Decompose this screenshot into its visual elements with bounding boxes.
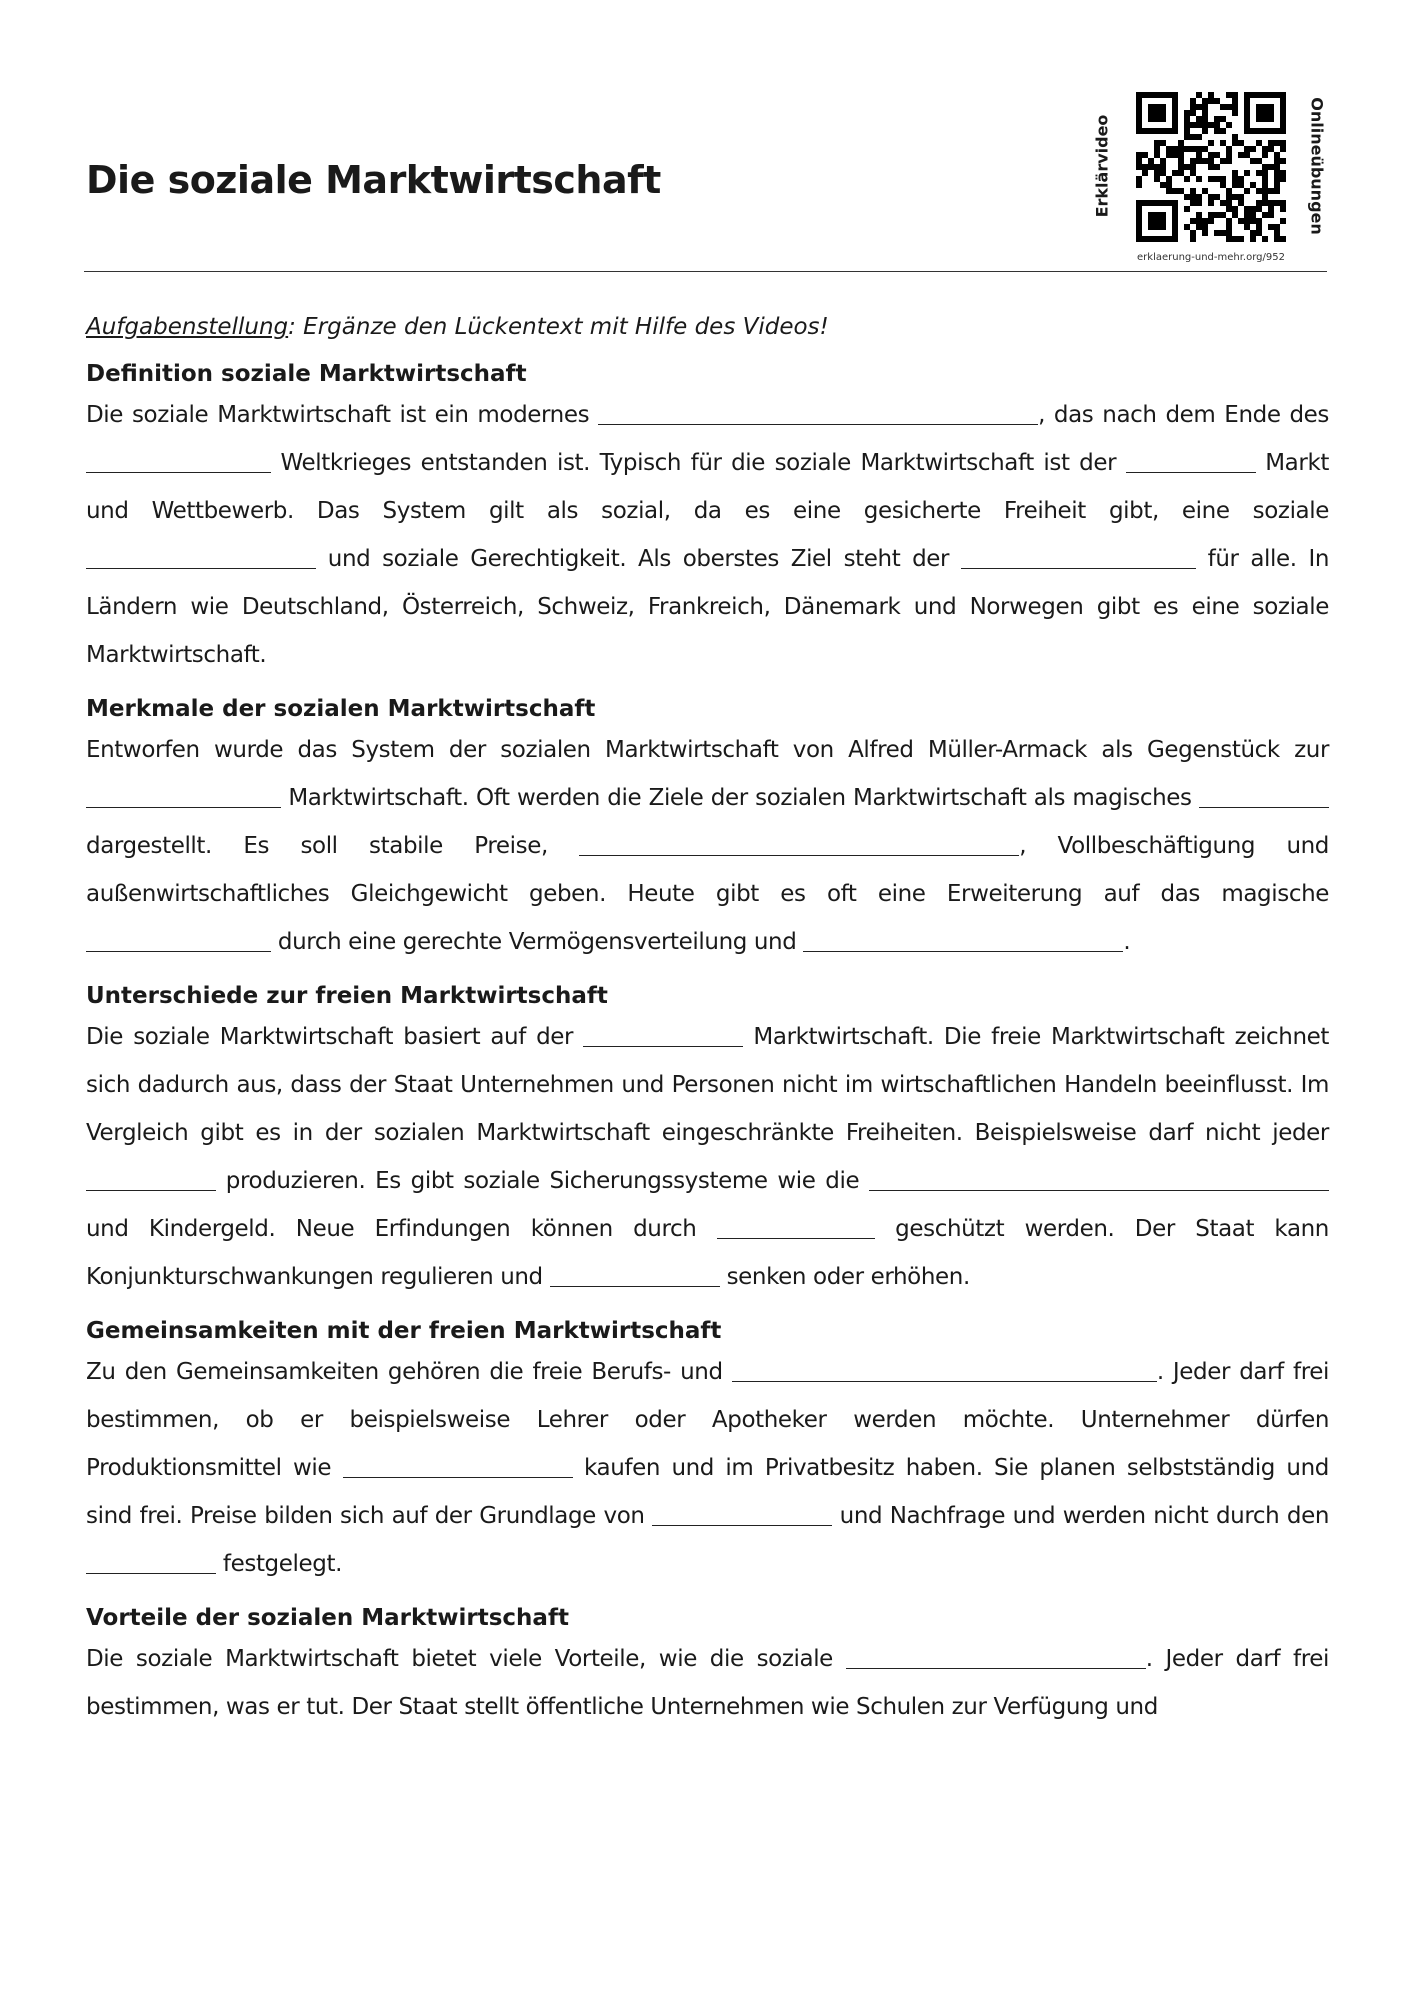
cloze-blank[interactable] <box>579 832 1019 856</box>
cloze-blank[interactable] <box>846 1645 1146 1669</box>
cloze-blank[interactable] <box>583 1023 743 1047</box>
section-paragraph <box>86 391 1329 679</box>
cloze-blank[interactable] <box>86 784 281 808</box>
paragraph-text: durch eine gerechte Vermögensverteilung und <box>271 929 804 955</box>
paragraph-text: kaufen und im Privatbesitz haben. Sie planen selbstständig und sind frei. Preise bilden sich auf der Grundlage von <box>86 1455 1329 1529</box>
qr-code-icon[interactable] <box>1136 92 1286 242</box>
cloze-blank[interactable] <box>869 1167 1329 1191</box>
qr-block <box>1080 86 1340 276</box>
section-heading: Unterschiede zur freien Marktwirtschaft <box>86 983 608 1009</box>
section-heading: Definition soziale Marktwirtschaft <box>86 361 527 387</box>
paragraph-text: und Nachfrage und werden nicht durch den <box>832 1503 1329 1529</box>
cloze-blank[interactable] <box>598 401 1038 425</box>
paragraph-text: . <box>1123 929 1131 955</box>
qr-video-label: Erklärvideo <box>1092 114 1112 218</box>
cloze-blank[interactable] <box>86 545 316 569</box>
paragraph-text: Markt und Wettbewerb. Das System gilt als sozial, da es eine gesicherte Freiheit gibt, eine soziale <box>86 450 1329 524</box>
page-title: Die soziale Marktwirtschaft <box>86 158 661 202</box>
paragraph-text: festgelegt. <box>216 1551 342 1577</box>
paragraph-text: , das nach dem Ende des <box>1038 402 1329 428</box>
section-heading: Gemeinsamkeiten mit der freien Marktwirtschaft <box>86 1318 722 1344</box>
section-paragraph <box>86 1348 1329 1588</box>
cloze-blank[interactable] <box>1199 784 1329 808</box>
cloze-blank[interactable] <box>86 449 271 473</box>
paragraph-text: Weltkrieges entstanden ist. Typisch für die soziale Marktwirtschaft ist der <box>271 450 1126 476</box>
paragraph-text: Die soziale Marktwirtschaft ist ein modernes <box>86 402 599 428</box>
task-instruction <box>86 310 1329 344</box>
paragraph-text: für alle. In Ländern wie Deutschland, Österreich, Schweiz, Frankreich, Dänemark und Norwegen gibt es eine soziale Marktwirtschaft. <box>86 546 1330 668</box>
cloze-blank[interactable] <box>86 1550 216 1574</box>
cloze-blank[interactable] <box>717 1215 875 1239</box>
paragraph-text: , Vollbeschäftigung und außenwirtschaftliches Gleichgewicht geben. Heute gibt es oft eine Erweiterung auf das magische <box>86 833 1330 907</box>
cloze-blank[interactable] <box>961 545 1196 569</box>
worksheet-content <box>86 310 1329 1744</box>
paragraph-text: und Kindergeld. Neue Erfindungen können durch <box>86 1216 717 1242</box>
section-paragraph <box>86 1013 1329 1301</box>
header-divider <box>84 271 1327 272</box>
task-text: : Ergänze den Lückentext mit Hilfe des Videos! <box>288 314 829 340</box>
paragraph-text: . Jeder darf frei bestimmen, ob er beispielsweise Lehrer oder Apotheker werden möchte. Unternehmer dürfen Produktionsmittel wie <box>86 1359 1329 1481</box>
section-heading: Merkmale der sozialen Marktwirtschaft <box>86 696 596 722</box>
paragraph-text: produzieren. Es gibt soziale Sicherungssysteme wie die <box>216 1168 869 1194</box>
cloze-blank[interactable] <box>86 1167 216 1191</box>
sections <box>86 357 1329 1731</box>
section-paragraph <box>86 1635 1329 1731</box>
paragraph-text: Die soziale Marktwirtschaft basiert auf der <box>86 1024 584 1050</box>
task-label: Aufgabenstellung <box>86 314 289 340</box>
paragraph-text: Marktwirtschaft. Die freie Marktwirtschaft zeichnet sich dadurch aus, dass der Staat Unternehmen und Personen nicht im wirtschaftlichen Handeln beeinflusst. Im Vergleich gibt es in der sozialen Marktwirtschaft eingeschränkte Freiheiten. Beispielsweise darf nicht jeder <box>86 1024 1329 1146</box>
paragraph-text: Die soziale Marktwirtschaft bietet viele Vorteile, wie die soziale <box>86 1646 846 1672</box>
paragraph-text: und soziale Gerechtigkeit. Als oberstes Ziel steht der <box>316 546 961 572</box>
paragraph-text: . Jeder darf frei bestimmen, was er tut. Der Staat stellt öffentliche Unternehmen wie Schulen zur Verfügung und <box>86 1646 1330 1720</box>
cloze-blank[interactable] <box>803 928 1123 952</box>
qr-exercise-label: Onlineübungen <box>1307 97 1327 235</box>
paragraph-text: senken oder erhöhen. <box>719 1264 970 1290</box>
section-heading: Vorteile der sozialen Marktwirtschaft <box>86 1605 569 1631</box>
paragraph-text: Zu den Gemeinsamkeiten gehören die freie Berufs- und <box>86 1359 732 1385</box>
cloze-blank[interactable] <box>86 928 271 952</box>
cloze-blank[interactable] <box>550 1263 720 1287</box>
cloze-blank[interactable] <box>343 1454 573 1478</box>
cloze-blank[interactable] <box>1126 449 1256 473</box>
cloze-blank[interactable] <box>732 1358 1157 1382</box>
section-paragraph <box>86 726 1329 966</box>
paragraph-text: Entworfen wurde das System der sozialen Marktwirtschaft von Alfred Müller-Armack als Gegenstück zur <box>86 737 1329 763</box>
paragraph-text: geschützt werden. Der Staat kann Konjunkturschwankungen regulieren und <box>86 1216 1329 1290</box>
qr-url: erklaerung-und-mehr.org/952 <box>1137 252 1285 263</box>
paragraph-text: Marktwirtschaft. Oft werden die Ziele der sozialen Marktwirtschaft als magisches <box>281 785 1199 811</box>
cloze-blank[interactable] <box>652 1502 832 1526</box>
paragraph-text: dargestellt. Es soll stabile Preise, <box>86 833 580 859</box>
